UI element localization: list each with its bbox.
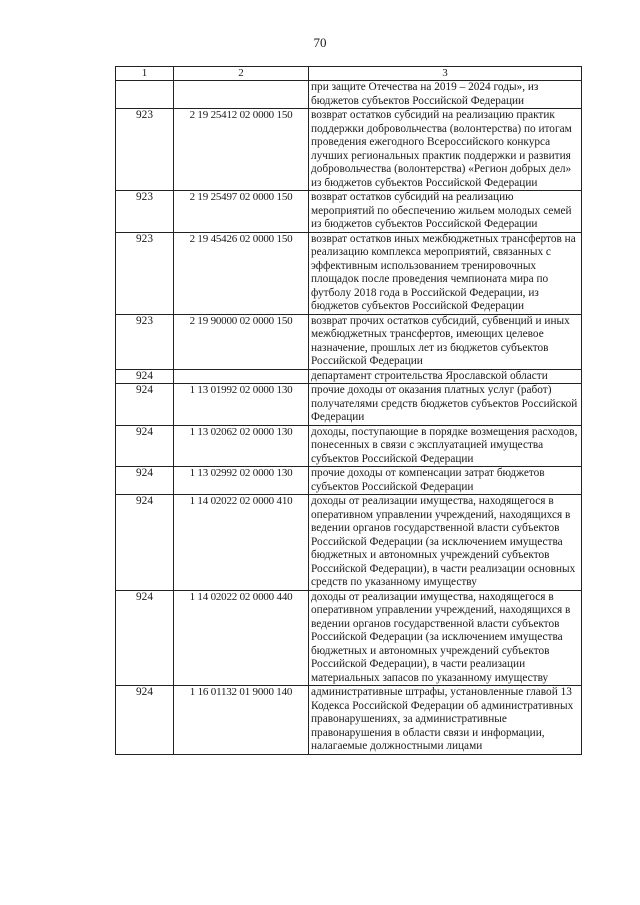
cell-name: возврат остатков субсидий на реализацию практик поддержки добровольчества (волонтерства) по итогам проведения ежегодного Всероссийского конкурса лучших региональных практик поддержки и развития добровольчества (волонтерства) «Регион добрых дел» из бюджетов субъектов Российской Федерации (309, 109, 582, 191)
cell-admin: 923 (116, 314, 174, 369)
cell-name: возврат остатков субсидий на реализацию мероприятий по обеспечению жильем молодых семей из бюджетов субъектов Российской Федерации (309, 191, 582, 233)
cell-code: 2 19 25412 02 0000 150 (174, 109, 309, 191)
cell-code: 1 14 02022 02 0000 410 (174, 495, 309, 591)
cell-code (174, 81, 309, 109)
table-row (116, 686, 582, 755)
cell-admin: 924 (116, 590, 174, 686)
cell-name: административные штрафы, установленные главой 13 Кодекса Российской Федерации об административных правонарушениях, за административные правонарушения в области связи и информации, налагаемые должностными лицами (309, 686, 582, 755)
table-row (116, 232, 582, 314)
cell-admin: 924 (116, 686, 174, 755)
table-row (116, 467, 582, 495)
table-row (116, 191, 582, 233)
cell-code: 2 19 90000 02 0000 150 (174, 314, 309, 369)
cell-admin: 923 (116, 232, 174, 314)
table-header-row (116, 67, 582, 81)
column-header-code: 2 (174, 67, 309, 81)
cell-name: прочие доходы от компенсации затрат бюджетов субъектов Российской Федерации (309, 467, 582, 495)
table-row (116, 425, 582, 467)
cell-name: возврат остатков иных межбюджетных трансфертов на реализацию комплекса мероприятий, связанных с эффективным использованием тренировочных площадок после проведения чемпионата мира по футболу 2018 года в Российской Федерации, из бюджетов субъектов Российской Федерации (309, 232, 582, 314)
cell-admin: 924 (116, 467, 174, 495)
cell-code: 1 14 02022 02 0000 440 (174, 590, 309, 686)
cell-name: возврат прочих остатков субсидий, субвенций и иных межбюджетных трансфертов, имеющих целевое назначение, прошлых лет из бюджетов субъектов Российской Федерации (309, 314, 582, 369)
table-row (116, 495, 582, 591)
column-header-name: 3 (309, 67, 582, 81)
cell-admin: 924 (116, 425, 174, 467)
table-row (116, 81, 582, 109)
table-row (116, 384, 582, 426)
cell-name: доходы от реализации имущества, находящегося в оперативном управлении учреждений, находящихся в ведении органов государственной власти субъектов Российской Федерации (за исключением имущества бюджетных и автономных учреждений субъектов Российской Федерации), в части реализации основных средств по указанному имуществу (309, 495, 582, 591)
column-header-admin: 1 (116, 67, 174, 81)
cell-code: 2 19 25497 02 0000 150 (174, 191, 309, 233)
cell-code: 1 13 01992 02 0000 130 (174, 384, 309, 426)
page-number: 70 (313, 35, 327, 50)
table-row (116, 590, 582, 686)
budget-classification-table (115, 66, 582, 755)
cell-code: 1 13 02062 02 0000 130 (174, 425, 309, 467)
cell-name: прочие доходы от оказания платных услуг (работ) получателями средств бюджетов субъектов Российской Федерации (309, 384, 582, 426)
cell-admin: 923 (116, 191, 174, 233)
cell-admin: 924 (116, 495, 174, 591)
cell-name: департамент строительства Ярославской области (309, 369, 582, 384)
cell-code: 1 13 02992 02 0000 130 (174, 467, 309, 495)
cell-admin: 924 (116, 384, 174, 426)
cell-name: доходы, поступающие в порядке возмещения расходов, понесенных в связи с эксплуатацией имущества субъектов Российской Федерации (309, 425, 582, 467)
cell-code: 1 16 01132 01 9000 140 (174, 686, 309, 755)
cell-code (174, 369, 309, 384)
cell-name: при защите Отечества на 2019 – 2024 годы», из бюджетов субъектов Российской Федерации (309, 81, 582, 109)
cell-admin: 923 (116, 109, 174, 191)
table-row (116, 314, 582, 369)
cell-name: доходы от реализации имущества, находящегося в оперативном управлении учреждений, находящихся в ведении органов государственной власти субъектов Российской Федерации (за исключением имущества бюджетных и автономных учреждений субъектов Российской Федерации), в части реализации материальных запасов по указанному имуществу (309, 590, 582, 686)
table-row (116, 109, 582, 191)
cell-admin (116, 81, 174, 109)
cell-admin: 924 (116, 369, 174, 384)
cell-code: 2 19 45426 02 0000 150 (174, 232, 309, 314)
table-row (116, 369, 582, 384)
